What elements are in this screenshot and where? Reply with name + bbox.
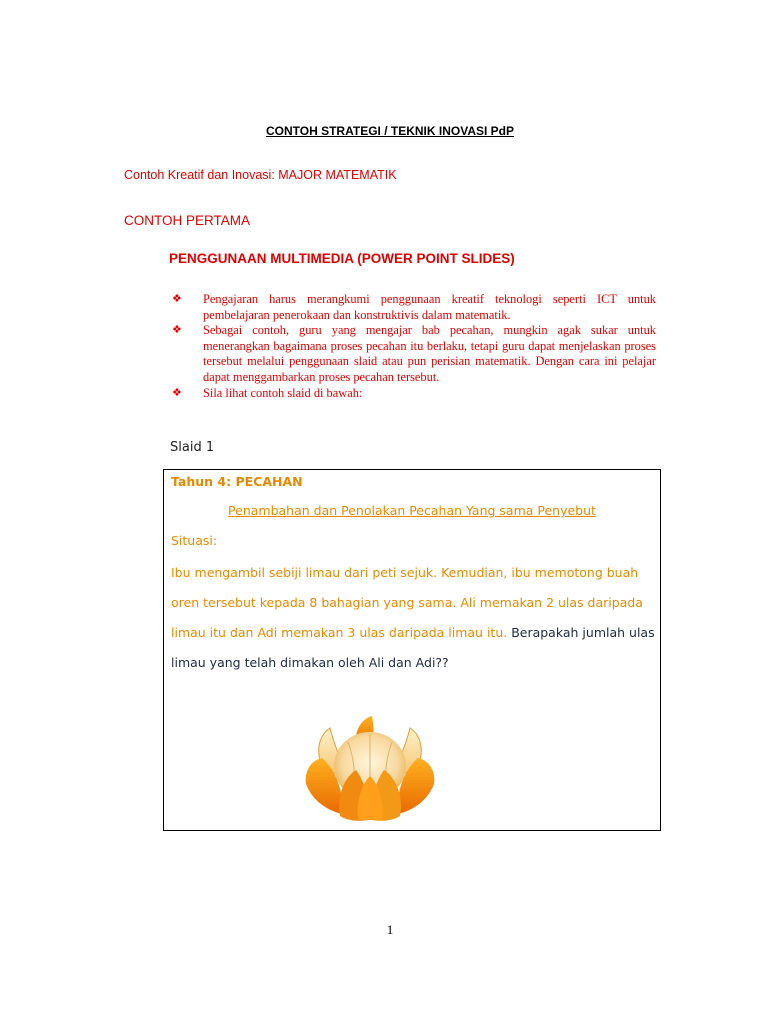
slide-box [163, 469, 661, 831]
diamond-bullet-icon: ❖ [172, 324, 182, 337]
slide-situation-label: Situasi: [171, 533, 218, 548]
bullet-item [172, 323, 656, 385]
slide-subheading: Penambahan dan Penolakan Pecahan Yang sama Penyebut [228, 503, 596, 518]
page-title: CONTOH STRATEGI / TEKNIK INOVASI PdP [265, 124, 514, 138]
subtitle: Contoh Kreatif dan Inovasi: MAJOR MATEMATIK [124, 168, 397, 182]
slide-story [171, 558, 657, 678]
diamond-bullet-icon: ❖ [172, 386, 182, 399]
bullet-text: Pengajaran harus merangkumi penggunaan kreatif teknologi seperti ICT untuk pembelajaran penerokaan dan konstruktivis dalam matematik. [203, 292, 656, 322]
slide-story-text: Ibu mengambil sebiji limau dari peti sejuk. Kemudian, ibu memotong buah oren tersebut kepada 8 bahagian yang sama. Ali memakan 2 ulas daripada limau itu dan Adi memakan 3 ulas daripada limau itu. [171, 565, 643, 640]
peeled-orange-image [296, 714, 444, 822]
slide-question: Berapakah jumlah ulas limau yang telah dimakan oleh Ali dan Adi?? [171, 625, 655, 670]
bullet-text: Sila lihat contoh slaid di bawah: [203, 385, 363, 400]
bullet-item [172, 386, 656, 402]
section-label: CONTOH PERTAMA [124, 213, 251, 228]
bullet-item [172, 292, 656, 323]
diamond-bullet-icon: ❖ [172, 293, 182, 305]
slide-year-heading: Tahun 4: PECAHAN [171, 474, 303, 489]
slide-label: Slaid 1 [170, 440, 215, 455]
bullet-list [172, 292, 656, 401]
section-heading: PENGGUNAAN MULTIMEDIA (POWER POINT SLIDES) [169, 251, 515, 266]
bullet-text: Sebagai contoh, guru yang mengajar bab pecahan, mungkin agak sukar untuk menerangkan bagaimana proses pecahan itu berlaku, tetapi guru dapat menjelaskan proses tersebut melalui penggunaan slaid atau pun perisian matematik. Dengan cara ini pelajar dapat menggambarkan proses pecahan tersebut. [203, 323, 656, 384]
page-number: 1 [386, 922, 394, 937]
